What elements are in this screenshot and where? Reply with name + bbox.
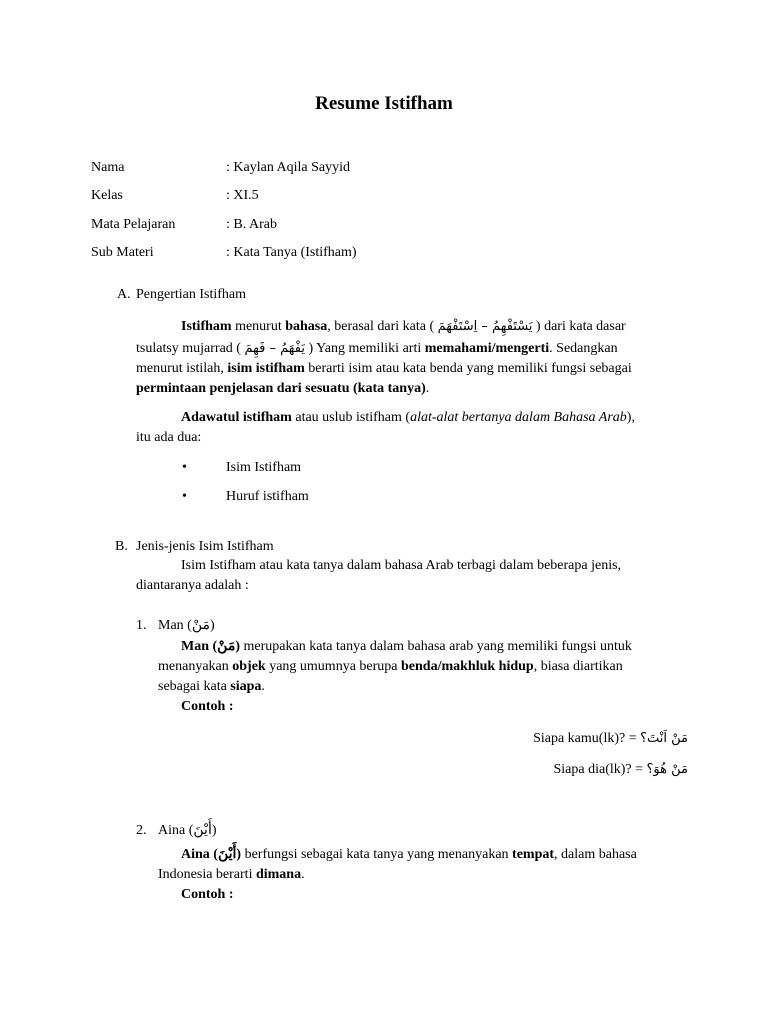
text-span: berfungsi sebagai kata tanya yang menanyakan (241, 847, 513, 862)
man-example-2 (554, 760, 689, 780)
text-span: menurut istilah, (136, 361, 228, 376)
man-desc-line-2 (158, 657, 623, 677)
term-tempat: tempat (512, 847, 555, 862)
term-aina: Aina (أَيْنَ) (181, 847, 242, 862)
text-span: ) dari kata dasar (532, 319, 626, 334)
text-span: ), (626, 410, 635, 425)
man-example-1 (533, 729, 688, 749)
aina-desc-line-2 (158, 865, 305, 885)
bullet-marker: • (182, 460, 187, 475)
bullet-item-huruf: Huruf istifham (226, 489, 309, 504)
item-aina-heading: Aina (أَيْنَ) (158, 823, 217, 838)
term-adawatul: Adawatul istifham (181, 410, 292, 425)
item-man-heading: Man (مَنْ) (158, 618, 215, 633)
identity-value-mapel: : B. Arab (226, 217, 277, 232)
term-permintaan: permintaan penjelasan dari sesuatu (kata tanya) (136, 381, 426, 396)
man-desc-line-3 (158, 677, 265, 697)
identity-label-mapel: Mata Pelajaran (91, 217, 176, 232)
identity-label-nama: Nama (91, 160, 125, 175)
text-span: , berasal dari kata ( (327, 319, 438, 334)
term-benda: benda/makhluk hidup (401, 659, 534, 674)
example-translation: Siapa kamu(lk)? = (533, 731, 641, 746)
text-span: merupakan kata tanya dalam bahasa arab yang memiliki fungsi untuk (240, 639, 632, 654)
text-span: . (261, 679, 265, 694)
item-man-number: 1. (136, 618, 147, 633)
arabic-istafhama: يَسْتَفْهِمُ – اِسْتَفْهَمَ (437, 319, 533, 334)
bullet-item-isim: Isim Istifham (226, 460, 302, 475)
italic-alat: alat-alat bertanya dalam Bahasa Arab (410, 410, 627, 425)
example-arabic: مَنْ اَنْتَ؟ (640, 731, 688, 746)
identity-value-submateri: : Kata Tanya (Istifham) (226, 245, 357, 260)
text-span: atau uslub istifham ( (291, 410, 411, 425)
pengertian-line-2 (136, 339, 618, 359)
section-b-intro-line-2: diantaranya adalah : (136, 578, 249, 593)
page-title: Resume Istifham (315, 93, 453, 114)
identity-label-kelas: Kelas (91, 188, 123, 203)
pengertian-line-4 (136, 379, 429, 399)
identity-value-kelas: : XI.5 (226, 188, 259, 203)
term-isim-istifham: isim istifham (227, 361, 305, 376)
text-span: menanyakan (158, 659, 233, 674)
text-span: berarti isim atau kata benda yang memiliki fungsi sebagai (304, 361, 632, 376)
man-contoh-label: Contoh : (181, 699, 234, 714)
term-man: Man (مَنْ) (181, 639, 240, 654)
text-span: Indonesia berarti (158, 867, 256, 882)
adawat-line-2: itu ada dua: (136, 430, 202, 445)
example-translation: Siapa dia(lk)? = (553, 762, 647, 777)
section-a-marker: A. (117, 287, 131, 302)
pengertian-line-3 (136, 359, 632, 379)
text-span: tsulatsy mujarrad ( (136, 341, 245, 356)
section-b-intro-line-1: Isim Istifham atau kata tanya dalam bahasa Arab terbagi dalam beberapa jenis, (181, 558, 622, 573)
text-span: . (301, 867, 305, 882)
term-istifham: Istifham (181, 319, 232, 334)
text-span: sebagai kata (158, 679, 231, 694)
identity-label-submateri: Sub Materi (91, 245, 154, 260)
aina-desc-line-1 (181, 845, 637, 865)
bullet-marker: • (182, 489, 187, 504)
item-aina-number: 2. (136, 823, 147, 838)
term-dimana: dimana (255, 867, 302, 882)
example-arabic: مَنْ هُوَ؟ (646, 762, 688, 777)
term-objek: objek (232, 659, 266, 674)
text-span: . Sedangkan (549, 341, 618, 356)
text-span: menurut (231, 319, 286, 334)
section-a-heading: Pengertian Istifham (136, 287, 247, 302)
identity-value-nama: : Kaylan Aqila Sayyid (226, 160, 351, 175)
text-span: ) Yang memiliki arti (304, 341, 425, 356)
section-b-heading: Jenis-jenis Isim Istifham (136, 539, 274, 554)
adawat-line-1 (181, 408, 635, 428)
man-desc-line-1 (181, 637, 632, 657)
term-bahasa: bahasa (285, 319, 328, 334)
text-span: . (425, 381, 430, 396)
term-memahami: memahami/mengerti (424, 341, 550, 356)
pengertian-line-1 (181, 317, 626, 337)
arabic-fahima: يَفْهَمُ – فَهِمَ (244, 341, 305, 356)
section-b-marker: B. (115, 539, 128, 554)
text-span: yang umumnya berupa (265, 659, 401, 674)
aina-contoh-label: Contoh : (181, 887, 234, 902)
text-span: , biasa diartikan (533, 659, 623, 674)
text-span: , dalam bahasa (554, 847, 637, 862)
term-siapa: siapa (230, 679, 262, 694)
